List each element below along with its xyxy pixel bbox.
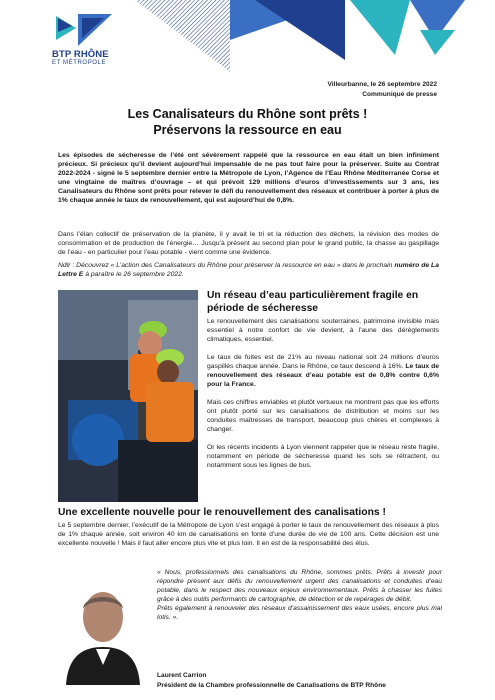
decorative-triangles bbox=[135, 0, 465, 75]
section1-heading: Un réseau d’eau particulièrement fragile en période de sécheresse bbox=[207, 290, 419, 314]
section1-paragraph1: Le renouvellement des canalisations souterraines, patrimoine invisible mais essentiel à notre confort de vie devient, à l’aune des dérèglements climatiques, essentiel. bbox=[207, 318, 439, 343]
quote-block bbox=[157, 569, 442, 622]
section1-paragraph4: Or les récents incidents à Lyon viennent rappeler que le réseau reste fragile, notamment en période de sécheresse quand les sols se rétractent, ou notamment sous les lignes de bus. bbox=[207, 444, 439, 469]
editor-note-text: Ndlr : Découvrez « L’action des Canalisateurs du Rhône pour préserver la ressource en eau » dans le prochain bbox=[58, 262, 395, 269]
section2-heading: Une excellente nouvelle pour le renouvellement des canalisations ! bbox=[58, 507, 386, 518]
portrait-photo bbox=[58, 569, 148, 685]
section1-paragraph2-bold: Le taux de renouvellement des réseaux d’eau potable est de 0,8% contre 0,6% pour la France. bbox=[207, 362, 440, 388]
quote-paragraph1: « Nous, professionnels des canalisations du Rhône, sommes prêts. Prêts à investir pour répondre présent aux défis du renouvellement urgent des canalisations et conduites d’eau potable, dans le respect des nouveaux enjeux environnementaux. Prêts à chasser les fuites grâce à des outils performants de cartographie, de détection et de repérages de débit. bbox=[157, 569, 442, 603]
section1-paragraph3: Mais ces chiffres enviables et plutôt vertueux ne montrent pas que les efforts ont plutôt porté sur les canalisations de distribution et moins sur les conduites maîtresses de transport, beaucoup plus chères et complexes à changer. bbox=[207, 399, 439, 433]
section2-paragraph: Le 5 septembre dernier, l’exécutif de la Métropole de Lyon s’est engagé à porter le taux de renouvellement des réseaux à plus de 1% chaque année, soit environ 40 km de canalisations en fonte d’une durée de vie de 100 ans. Cette décision est une excellente nouvelle ! Mais il faut aller encore plus vite et plus loin. Il en est de la responsabilité des élus. bbox=[58, 522, 439, 547]
document-type: Communiqué de presse bbox=[362, 90, 437, 98]
page-title: Les Canalisateurs du Rhône sont prêts ! bbox=[127, 107, 368, 121]
editor-note-end: à paraître le 26 septembre 2022. bbox=[83, 270, 184, 278]
editor-note-bold: numéro de La Lettre E bbox=[58, 262, 439, 278]
section1-paragraph2 bbox=[207, 354, 439, 390]
date: Villeurbanne, le 26 septembre 2022 bbox=[327, 81, 437, 88]
page-subtitle: Préservons la ressource en eau bbox=[153, 123, 342, 137]
signatory-name: Laurent Carrion bbox=[157, 672, 207, 679]
quote-paragraph2: Prêts également à renouveler des réseaux d’assainissement des eaux usées, encore plus mal lotis. ». bbox=[157, 604, 442, 621]
workers-photo bbox=[58, 290, 198, 502]
intro-paragraph: Les épisodes de sécheresse de l’été ont sévèrement rappelé que la ressource en eau était un bien infiniment précieux. Si précieux qu’il devient aujourd’hui impensable de ne pas tout faire pour la préserver. Suite au Contrat 2022-2024 - signé le 5 septembre dernier entre la Métropole de Lyon, l’Agence de l’Eau Rhône Méditerranée Corse et une vingtaine de maîtres d’ouvrage – et qui prévoit 129 millions d’euros d’investissements sur 3 ans, les Canalisateurs du Rhône sont prêts pour relever le défi du renouvellement des réseaux et contribuer à porter à plus de 1% chaque année le taux de renouvellement, qui est aujourd’hui de 0,8%. bbox=[58, 152, 439, 204]
logo-title: BTP RHÔNE bbox=[52, 49, 109, 60]
section1-paragraph2-text: Le taux de fuites est de 21% au niveau national soit 24 millions d’euros gaspillés chaque année. Dans le Rhône, ce taux descend à 16%. bbox=[207, 354, 439, 370]
editor-note bbox=[58, 262, 439, 280]
logo-subtitle: ET MÉTROPOLE bbox=[52, 60, 107, 66]
context-paragraph: Dans l’élan collectif de préservation de la planète, il y avait le tri et la réduction des déchets, la révision des modes de consommation et de production de l’énergie… Jusqu’à présent au second plan pour le grand public, la chasse au gaspillage de l’eau - en particulier pour l’eau potable - vient comme une évidence. bbox=[58, 231, 439, 256]
dateline bbox=[328, 80, 437, 99]
signatory-role: Président de la Chambre professionnelle de Canalisations de BTP Rhône bbox=[157, 682, 386, 689]
